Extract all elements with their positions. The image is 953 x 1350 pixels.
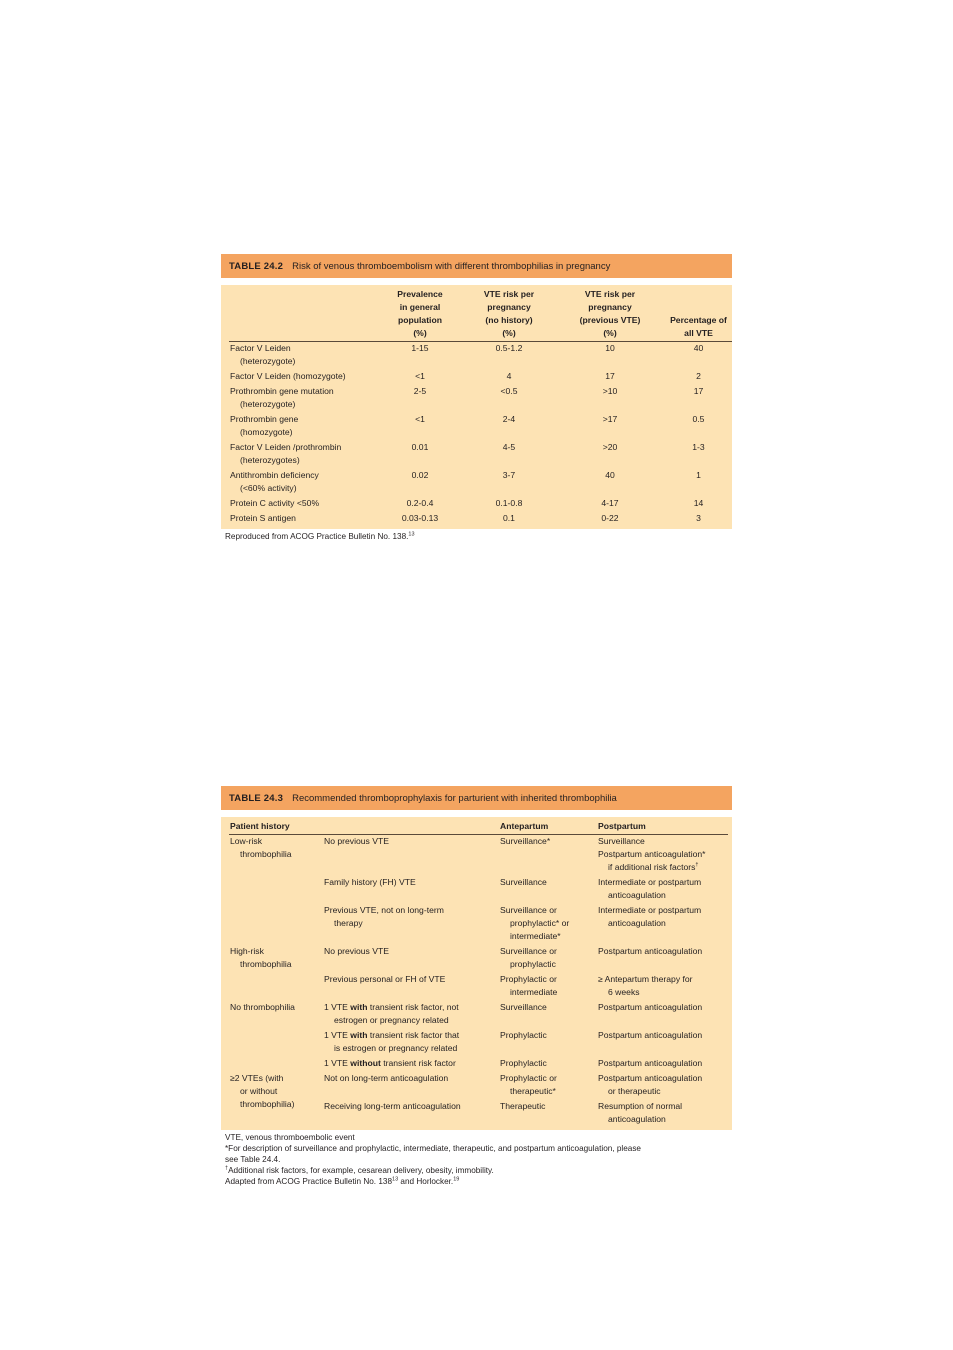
thrombophilia-name: Antithrombin deficiency	[230, 470, 319, 480]
postpartum-text: Postpartum anticoagulation	[598, 1058, 703, 1068]
postpartum-text: Postpartum anticoagulation	[598, 1030, 703, 1040]
postpartum-cell	[597, 1072, 728, 1100]
percentage-value: 1-3	[692, 442, 705, 452]
antepartum-text: prophylactic* or	[510, 918, 570, 928]
risk-previous-vte-value: >17	[602, 414, 618, 424]
postpartum-text: Postpartum anticoagulation	[598, 1002, 703, 1012]
thrombophilia-cell	[229, 370, 377, 385]
group-label: Low-risk	[230, 836, 262, 846]
postpartum-text: anticoagulation	[608, 1114, 666, 1124]
thrombophilia-name: Factor V Leiden	[230, 343, 291, 353]
antepartum-text: Prophylactic or	[500, 974, 557, 984]
header-line: in general	[399, 302, 441, 312]
antepartum-text: intermediate	[510, 987, 558, 997]
thrombophilia-name: Prothrombin gene	[230, 414, 299, 424]
footnote-reference: 13	[392, 1176, 399, 1183]
table-row	[229, 342, 732, 371]
thrombophilia-qualifier: (heterozygote)	[240, 356, 296, 366]
prevalence-value: 0.03-0.13	[401, 513, 439, 523]
antepartum-text: Surveillance or	[500, 946, 557, 956]
thrombophilia-name: Protein C activity <50%	[230, 498, 320, 508]
thromboprophylaxis-table	[229, 820, 728, 1128]
header-line: (previous VTE)	[579, 315, 641, 325]
table-rows	[229, 342, 732, 528]
footnote-abbreviation: VTE, venous thromboembolic event	[225, 1133, 355, 1142]
postpartum-text: anticoagulation	[608, 918, 666, 928]
header-line: all VTE	[684, 328, 713, 338]
footnote-mark: †	[225, 1165, 229, 1172]
group-label: or without	[240, 1086, 278, 1096]
condition-cell	[323, 1072, 499, 1100]
postpartum-text: 6 weeks	[608, 987, 640, 997]
condition-emphasis: with	[350, 1030, 368, 1040]
table-row	[229, 1072, 728, 1100]
thrombophilia-cell	[229, 385, 377, 413]
thrombophilia-qualifier: (homozygote)	[240, 427, 293, 437]
condition-cell	[323, 973, 499, 1001]
antepartum-text: prophylactic	[510, 959, 556, 969]
postpartum-text: Postpartum anticoagulation*	[598, 849, 706, 859]
table-caption: Recommended thromboprophylaxis for parturient with inherited thrombophilia	[292, 792, 617, 804]
group-two-or-more-vtes	[229, 1072, 323, 1128]
risk-table	[229, 288, 732, 527]
table-row	[229, 835, 728, 877]
thrombophilia-qualifier: (heterozygotes)	[240, 455, 300, 465]
antepartum-cell	[499, 1057, 597, 1072]
footnote-asterisk-cont: see Table 24.4.	[225, 1155, 281, 1164]
antepartum-text: Prophylactic	[500, 1058, 547, 1068]
prevalence-value: 0.02	[411, 470, 429, 480]
risk-previous-vte-value: 17	[605, 371, 615, 381]
header-line: population	[398, 315, 442, 325]
condition-text: therapy	[334, 918, 363, 928]
risk-no-history-value: 4	[506, 371, 512, 381]
risk-no-history-value: 0.1	[503, 513, 515, 523]
footnote-text: Additional risk factors, for example, cesarean delivery, obesity, immobility.	[228, 1166, 494, 1175]
postpartum-cell	[597, 973, 728, 1001]
thrombophilia-qualifier: (<60% activity)	[240, 483, 297, 493]
thrombophilia-name: Factor V Leiden /prothrombin	[230, 442, 342, 452]
condition-text: estrogen or pregnancy related	[334, 1015, 449, 1025]
condition-text: Previous VTE, not on long-term	[324, 905, 444, 915]
table-row	[229, 413, 732, 441]
condition-emphasis: without	[350, 1058, 381, 1068]
condition-cell	[323, 904, 499, 945]
group-label: thrombophilia	[240, 959, 292, 969]
risk-no-history-value: 2-4	[502, 414, 516, 424]
header-line: VTE risk per	[584, 289, 636, 299]
postpartum-cell	[597, 1001, 728, 1029]
header-line: Percentage of	[670, 315, 727, 325]
group-no-thrombophilia	[229, 1001, 323, 1072]
risk-previous-vte-value: 40	[605, 470, 615, 480]
table-number: TABLE 24.3	[229, 792, 284, 804]
header-line: pregnancy	[588, 302, 632, 312]
percentage-value: 14	[693, 498, 704, 508]
prevalence-value: 0.2-0.4	[406, 498, 434, 508]
prevalence-value: <1	[415, 414, 425, 424]
percentage-value: 40	[693, 343, 704, 353]
condition-text: 1 VTE	[324, 1002, 351, 1012]
antepartum-cell	[499, 835, 597, 877]
group-label: thrombophilia)	[240, 1099, 295, 1109]
table-row	[229, 497, 732, 512]
column-header-percentage	[665, 288, 732, 342]
risk-previous-vte-value: 0-22	[601, 513, 619, 523]
condition-text: No previous VTE	[324, 946, 389, 956]
column-header-risk-previous-vte	[555, 288, 665, 342]
table-row	[229, 385, 732, 413]
antepartum-text: Surveillance	[500, 877, 547, 887]
header-line: (%)	[413, 328, 427, 338]
prevalence-value: 0.01	[411, 442, 429, 452]
risk-no-history-value: <0.5	[500, 386, 518, 396]
antepartum-text: Therapeutic	[500, 1101, 546, 1111]
percentage-value: 2	[696, 371, 701, 381]
risk-previous-vte-value: >20	[602, 442, 618, 452]
risk-no-history-value: 0.5-1.2	[495, 343, 523, 353]
group-high-risk	[229, 945, 323, 1001]
condition-cell	[323, 1029, 499, 1057]
condition-text: 1 VTE	[324, 1030, 351, 1040]
header-line: (%)	[603, 328, 617, 338]
percentage-value: 0.5	[692, 414, 705, 424]
table-body	[221, 817, 732, 1130]
table-header-row	[229, 288, 732, 342]
footnote-text: Adapted from ACOG Practice Bulletin No. 138	[225, 1177, 393, 1186]
condition-cell	[323, 1100, 499, 1128]
antepartum-cell	[499, 1001, 597, 1029]
condition-text: transient risk factor that	[367, 1030, 460, 1040]
antepartum-text: Prophylactic or	[500, 1073, 557, 1083]
header-line: Prevalence	[397, 289, 443, 299]
footnote-asterisk: *For description of surveillance and prophylactic, intermediate, therapeutic, and postpartum anticoagulation, please	[225, 1144, 641, 1153]
postpartum-text: Intermediate or postpartum	[598, 877, 702, 887]
table-row	[229, 469, 732, 497]
antepartum-cell	[499, 876, 597, 904]
footnote-source	[225, 1176, 732, 1187]
antepartum-cell	[499, 973, 597, 1001]
thrombophilia-cell	[229, 512, 377, 527]
thrombophilia-cell	[229, 441, 377, 469]
antepartum-text: Surveillance or	[500, 905, 557, 915]
table-header-bar	[221, 786, 732, 810]
table-body	[221, 285, 732, 529]
postpartum-text: Postpartum anticoagulation	[598, 1073, 703, 1083]
condition-text: Not on long-term anticoagulation	[324, 1073, 449, 1083]
table-row	[229, 512, 732, 527]
risk-previous-vte-value: 4-17	[601, 498, 619, 508]
thrombophilia-cell	[229, 497, 377, 512]
postpartum-text: Postpartum anticoagulation	[598, 946, 703, 956]
column-header-thrombophilia	[229, 288, 377, 342]
footnote-text: and Horlocker.	[398, 1177, 454, 1186]
table-header-row	[229, 820, 728, 835]
table-24-3	[221, 786, 732, 1187]
postpartum-text: Intermediate or postpartum	[598, 905, 702, 915]
percentage-value: 1	[696, 470, 701, 480]
group-low-risk	[229, 835, 323, 946]
condition-text: Receiving long-term anticoagulation	[324, 1101, 461, 1111]
antepartum-text: therapeutic*	[510, 1086, 556, 1096]
table-footnote	[221, 531, 732, 542]
risk-previous-vte-value: 10	[605, 343, 615, 353]
condition-emphasis: with	[350, 1002, 368, 1012]
antepartum-text: Surveillance	[500, 1002, 547, 1012]
postpartum-text: or therapeutic	[608, 1086, 661, 1096]
table-header-bar	[221, 254, 732, 278]
antepartum-cell	[499, 1029, 597, 1057]
column-header-risk-no-history	[463, 288, 555, 342]
column-header-prevalence	[377, 288, 463, 342]
prevalence-value: 1-15	[411, 343, 429, 353]
header-line: (%)	[502, 328, 516, 338]
postpartum-cell	[597, 835, 728, 877]
antepartum-text: Surveillance*	[500, 836, 551, 846]
prevalence-value: 2-5	[413, 386, 427, 396]
table-24-2	[221, 254, 732, 542]
prevalence-value: <1	[415, 371, 425, 381]
condition-text: Family history (FH) VTE	[324, 877, 416, 887]
thrombophilia-cell	[229, 342, 377, 371]
postpartum-cell	[597, 1057, 728, 1072]
footnote-reference: 19	[453, 1176, 460, 1183]
postpartum-cell	[597, 1029, 728, 1057]
group-label: No thrombophilia	[230, 1002, 295, 1012]
thrombophilia-qualifier: (heterozygote)	[240, 399, 296, 409]
postpartum-text: Surveillance	[598, 836, 645, 846]
condition-text: Previous personal or FH of VTE	[324, 974, 446, 984]
table-row	[229, 1001, 728, 1029]
antepartum-text: Prophylactic	[500, 1030, 547, 1040]
condition-text: transient risk factor	[380, 1058, 456, 1068]
antepartum-cell	[499, 1100, 597, 1128]
thrombophilia-name: Protein S antigen	[230, 513, 296, 523]
condition-cell	[323, 1057, 499, 1072]
postpartum-cell	[597, 945, 728, 973]
postpartum-text: if additional risk factors	[608, 862, 696, 872]
group-label: High-risk	[230, 946, 264, 956]
risk-previous-vte-value: >10	[602, 386, 618, 396]
table-number: TABLE 24.2	[229, 260, 284, 272]
antepartum-cell	[499, 945, 597, 973]
postpartum-cell	[597, 1100, 728, 1128]
column-header-postpartum: Postpartum	[597, 820, 728, 835]
condition-text: transient risk factor, not	[367, 1002, 459, 1012]
table-row	[229, 441, 732, 469]
condition-cell	[323, 945, 499, 973]
column-header-antepartum: Antepartum	[499, 820, 597, 835]
header-line: pregnancy	[487, 302, 531, 312]
table-row	[229, 370, 732, 385]
condition-text: is estrogen or pregnancy related	[334, 1043, 458, 1053]
condition-text: No previous VTE	[324, 836, 389, 846]
table-row	[229, 945, 728, 973]
condition-cell	[323, 876, 499, 904]
postpartum-cell	[597, 904, 728, 945]
condition-cell	[323, 835, 499, 877]
postpartum-text: Resumption of normal	[598, 1101, 683, 1111]
percentage-value: 17	[693, 386, 704, 396]
thrombophilia-name: Prothrombin gene mutation	[230, 386, 334, 396]
column-header-patient-history: Patient history	[229, 820, 499, 835]
antepartum-text: intermediate*	[510, 931, 561, 941]
table-caption: Risk of venous thromboembolism with different thrombophilias in pregnancy	[292, 260, 611, 272]
condition-cell	[323, 1001, 499, 1029]
antepartum-cell	[499, 1072, 597, 1100]
thrombophilia-name: Factor V Leiden (homozygote)	[230, 371, 346, 381]
postpartum-cell	[597, 876, 728, 904]
risk-no-history-value: 3-7	[502, 470, 516, 480]
risk-no-history-value: 0.1-0.8	[495, 498, 523, 508]
table-footnotes	[221, 1132, 732, 1187]
thrombophilia-cell	[229, 413, 377, 441]
footnote-reference: 13	[408, 531, 415, 538]
postpartum-text: anticoagulation	[608, 890, 666, 900]
group-label: thrombophilia	[240, 849, 292, 859]
footnote-text: Reproduced from ACOG Practice Bulletin No. 138.	[225, 532, 409, 541]
footnote-dagger	[225, 1165, 732, 1176]
postpartum-text: ≥ Antepartum therapy for	[598, 974, 693, 984]
header-line: (no history)	[485, 315, 533, 325]
risk-no-history-value: 4-5	[502, 442, 516, 452]
thrombophilia-cell	[229, 469, 377, 497]
footnote-mark: †	[695, 862, 699, 869]
condition-text: 1 VTE	[324, 1058, 351, 1068]
group-label: ≥2 VTEs (with	[230, 1073, 284, 1083]
antepartum-cell	[499, 904, 597, 945]
header-line: VTE risk per	[483, 289, 535, 299]
percentage-value: 3	[696, 513, 701, 523]
